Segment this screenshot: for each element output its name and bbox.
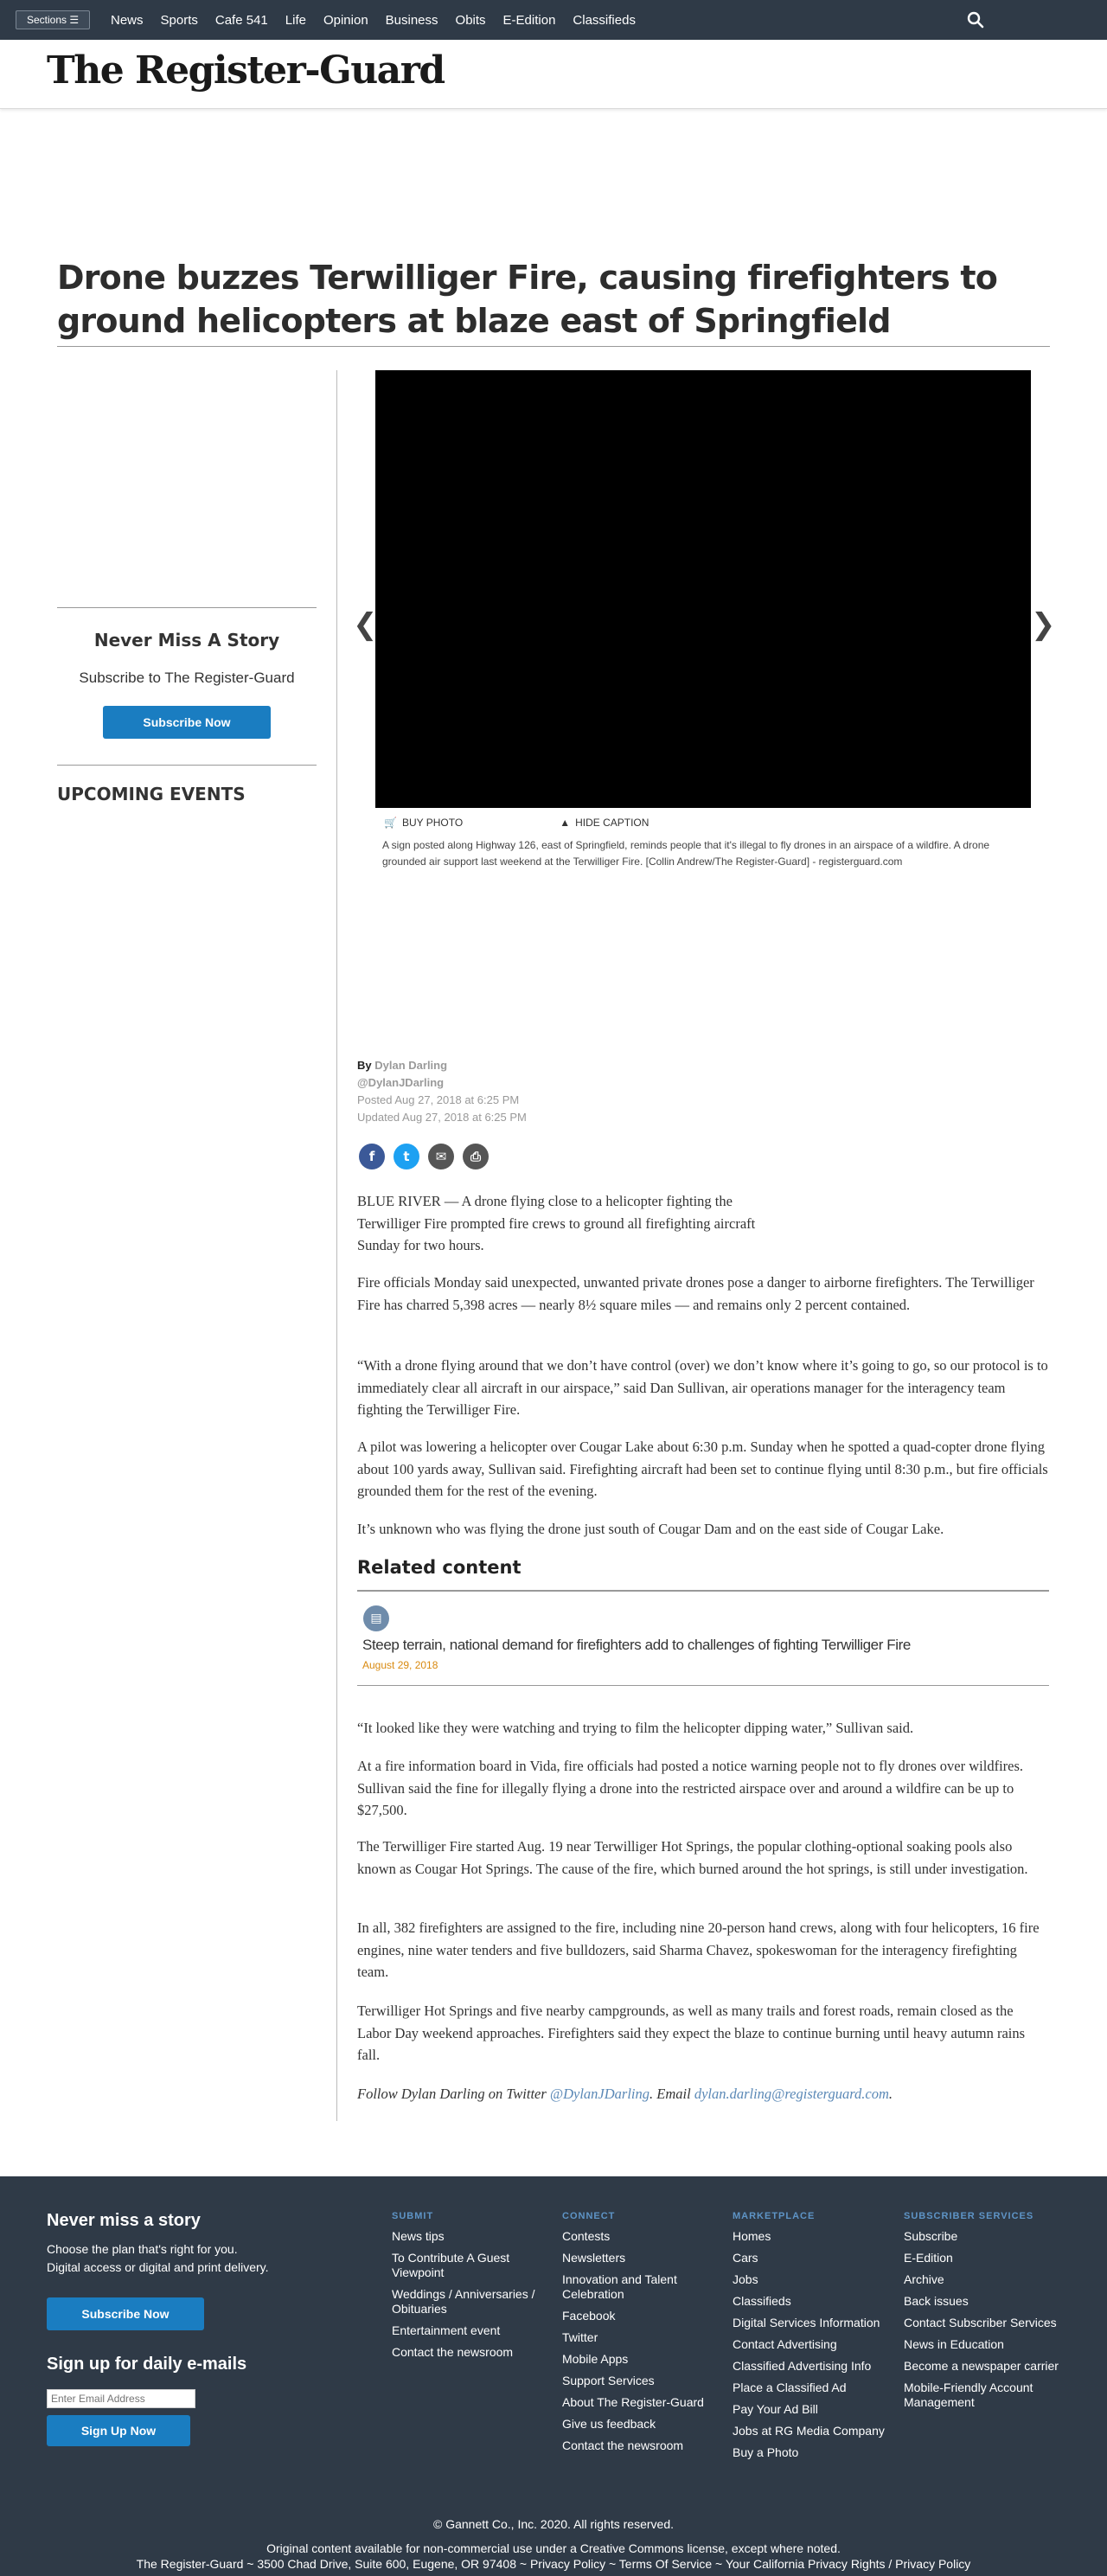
footer-link[interactable]: Contests (562, 2229, 611, 2243)
photo-tools (384, 817, 649, 829)
chevron-right-icon[interactable]: ❯ (1031, 607, 1056, 642)
chevron-left-icon[interactable]: ❮ (353, 607, 378, 642)
facebook-icon[interactable]: f (359, 1144, 385, 1169)
copyright: © Gannett Co., Inc. 2020. All rights reserved. (432, 2517, 674, 2531)
buy-photo-button[interactable]: 🛒 BUY PHOTO (384, 817, 464, 829)
footer-plan-line: Choose the plan that's right for you. (47, 2242, 238, 2256)
photo-caption: A sign posted along Highway 126, east of Springfield, reminds people that it's illegal to fly drones in an airspace of a wildfire. A drone grounded air support last weekend at the Terwilliger Fire. [Collin Andrew/The Register-Guard] - registerguard.com (382, 839, 990, 868)
nav-link[interactable]: Obits (455, 12, 486, 28)
footer-link[interactable]: To Contribute A Guest Viewpoint (392, 2251, 510, 2279)
nav-link[interactable]: Life (285, 12, 306, 28)
footer-link[interactable]: Weddings / Anniversaries / Obituaries (392, 2287, 535, 2316)
masthead (0, 40, 1107, 109)
footer-link[interactable]: Jobs at RG Media Company (733, 2424, 885, 2438)
footer-link[interactable]: Contact Advertising (733, 2337, 837, 2351)
footer-link[interactable]: Back issues (904, 2294, 969, 2308)
article-paragraph: At a fire information board in Vida, fire officials had posted a notice warning people not to fly drones over wildfires. Sullivan said the fine for illegally flying a drone into the restricted airspace over and around a wildfire can be up to $27,500. (357, 1758, 1024, 1818)
footer-link[interactable]: Buy a Photo (733, 2445, 799, 2459)
footer-link[interactable]: Mobile-Friendly Account Management (904, 2381, 1033, 2409)
footer-col-title: CONNECT (562, 2211, 616, 2221)
footer-plan-line: Digital access or digital and print delivery. (47, 2260, 269, 2274)
print-icon[interactable]: ⎙ (463, 1144, 489, 1169)
never-miss-title: Never Miss A Story (93, 630, 280, 650)
footer-link[interactable]: Support Services (562, 2374, 655, 2387)
subscribe-now-button[interactable]: Subscribe Now (103, 706, 271, 739)
footer-link[interactable]: Give us feedback (562, 2417, 656, 2431)
caret-up-icon: ▲ (560, 817, 571, 829)
footer-col-title: SUBSCRIBER SERVICES (904, 2211, 1034, 2221)
nav-link[interactable]: Cafe 541 (214, 12, 268, 28)
nav-link[interactable]: Opinion (323, 12, 368, 28)
article-paragraph: In all, 382 firefighters are assigned to the fire, including nine 20-person hand crews, along with four helicopters, 16 fire engines, nine water tenders and five bulldozers, said Sharma Chavez, spokeswoman for the interagency firefighting team. (357, 1919, 1040, 1980)
footer-link[interactable]: About The Register-Guard (562, 2395, 704, 2409)
footer-link[interactable]: Facebook (562, 2309, 616, 2323)
site-footer (0, 2176, 1107, 2576)
footer-col-connect (562, 2211, 721, 2460)
divider (357, 1685, 1049, 1686)
footer-link[interactable]: Innovation and Talent Celebration (562, 2272, 677, 2301)
footer-link[interactable]: Cars (733, 2251, 758, 2265)
nav-link[interactable]: E-Edition (502, 12, 556, 28)
column-divider (336, 370, 337, 2121)
article-photo[interactable] (375, 370, 1031, 808)
article-paragraph: It’s unknown who was flying the drone just south of Cougar Dam and on the east side of Cougar Lake. (357, 1521, 944, 1537)
divider (57, 346, 1050, 347)
footer-signup-title: Sign up for daily e-mails (47, 2355, 247, 2374)
divider (57, 607, 317, 608)
footer-never-miss: Never miss a story (47, 2211, 201, 2230)
footer-link[interactable]: Archive (904, 2272, 944, 2286)
footer-link[interactable]: Twitter (562, 2330, 598, 2344)
article-headline: Drone buzzes Terwilliger Fire, causing firefighters to ground helicopters at blaze east of Springfield (57, 259, 998, 340)
footer-link[interactable]: Contact Subscriber Services (904, 2316, 1057, 2329)
footer-link[interactable]: Subscribe (904, 2229, 958, 2243)
article-paragraph: Fire officials Monday said unexpected, unwanted private drones pose a danger to airborne firefighters. The Terwilliger Fire has charred 5,398 acres — nearly 8½ square miles — and remains only 2 percent contained. (357, 1274, 1034, 1313)
sections-button[interactable]: Sections ☰ (16, 10, 90, 29)
footer-address-links[interactable]: The Register-Guard ~ 3500 Chad Drive, Suite 600, Eugene, OR 97408 ~ Privacy Policy ~ Terms Of Service ~ Your California Privacy Rights / Privacy Policy (136, 2557, 971, 2571)
footer-link[interactable]: Newsletters (562, 2251, 626, 2265)
footer-col-title: MARKETPLACE (733, 2211, 816, 2221)
author-handle[interactable]: @DylanJDarling (357, 1076, 445, 1089)
byline-by: By (357, 1059, 372, 1072)
license-notice: Original content available for non-commercial use under a Creative Commons license, except where noted. (266, 2541, 841, 2555)
top-nav (0, 0, 1107, 40)
email-input[interactable] (47, 2389, 195, 2408)
footer-col-marketplace (733, 2211, 892, 2467)
email-link[interactable]: dylan.darling@registerguard.com (694, 2086, 889, 2102)
footer-link[interactable]: Digital Services Information (733, 2316, 880, 2329)
updated-date: Updated Aug 27, 2018 at 6:25 PM (357, 1111, 527, 1124)
footer-link[interactable]: Jobs (733, 2272, 758, 2286)
footer-link[interactable]: Classified Advertising Info (733, 2359, 872, 2373)
divider (357, 1590, 1049, 1592)
footer-col-submit (392, 2211, 551, 2367)
footer-link[interactable]: Place a Classified Ad (733, 2381, 847, 2394)
hide-caption-button[interactable]: ▲ HIDE CAPTION (560, 817, 649, 829)
upcoming-events-heading: UPCOMING EVENTS (57, 784, 246, 804)
search-icon[interactable] (967, 11, 984, 29)
follow-end: . (888, 2086, 893, 2102)
footer-col-subscriber-services (904, 2211, 1063, 2417)
article-paragraph: BLUE RIVER — A drone flying close to a helicopter fighting the Terwilliger Fire prompted fire crews to ground all firefighting aircraft Sunday for two hours. (357, 1193, 756, 1253)
posted-date: Posted Aug 27, 2018 at 6:25 PM (357, 1093, 520, 1106)
share-bar (359, 1144, 489, 1169)
nav-links (111, 0, 636, 40)
site-logo[interactable]: The Register-Guard (47, 48, 445, 93)
related-content-heading: Related content (357, 1557, 522, 1578)
nav-link[interactable]: Sports (160, 12, 198, 28)
cart-icon: 🛒 (384, 817, 397, 829)
footer-link[interactable]: Contact the newsroom (392, 2345, 514, 2359)
related-article-link[interactable]: Steep terrain, national demand for firefighters add to challenges of fighting Terwilliger Fire (362, 1637, 911, 1653)
footer-link[interactable]: Mobile Apps (562, 2352, 629, 2366)
footer-subscribe-button[interactable]: Subscribe Now (47, 2297, 204, 2330)
footer-link[interactable]: Become a newspaper carrier (904, 2359, 1059, 2373)
nav-link[interactable]: Classifieds (573, 12, 636, 28)
footer-link[interactable]: Homes (733, 2229, 771, 2243)
nav-link[interactable]: Business (385, 12, 438, 28)
newspaper-icon: ▤ (363, 1605, 389, 1631)
footer-link[interactable]: Pay Your Ad Bill (733, 2402, 818, 2416)
footer-link[interactable]: E-Edition (904, 2251, 953, 2265)
article-paragraph: A pilot was lowering a helicopter over Cougar Lake about 6:30 p.m. Sunday when he spotted a quad-copter drone flying about 100 yards away, Sullivan said. Firefighting aircraft had been set to continue flying until 8:30 p.m., but fire officials grounded them for the rest of the evening. (357, 1439, 1048, 1499)
footer-link[interactable]: News in Education (904, 2337, 1004, 2351)
byline (357, 1057, 527, 1126)
twitter-icon[interactable]: t (394, 1144, 419, 1169)
footer-plan-text (47, 2240, 269, 2277)
author-link[interactable]: Dylan Darling (374, 1059, 448, 1072)
article-paragraph: “It looked like they were watching and trying to film the helicopter dipping water,” Sullivan said. (357, 1720, 914, 1736)
subscribe-text: Subscribe to The Register-Guard (79, 670, 295, 686)
footer-link[interactable]: Entertainment event (392, 2323, 501, 2337)
related-article-date: August 29, 2018 (362, 1659, 438, 1671)
signup-button[interactable]: Sign Up Now (47, 2415, 190, 2446)
email-label: . Email (649, 2086, 691, 2102)
article-paragraph: “With a drone flying around that we don’t have control (over) we don’t know where it’s going to go, so our protocol is to immediately clear all aircraft in our airspace,” said Dan Sullivan, air operations manager for the interagency team fighting the Terwilliger Fire. (357, 1357, 1048, 1418)
follow-text: Follow Dylan Darling on Twitter (357, 2086, 547, 2102)
email-icon[interactable]: ✉ (428, 1144, 454, 1169)
nav-link[interactable]: News (111, 12, 144, 28)
twitter-handle-link[interactable]: @DylanJDarling (549, 2086, 650, 2102)
footer-link[interactable]: Classifieds (733, 2294, 791, 2308)
footer-col-title: SUBMIT (392, 2211, 434, 2221)
footer-link[interactable]: News tips (392, 2229, 445, 2243)
footer-link[interactable]: Contact the newsroom (562, 2438, 684, 2452)
article-paragraph: The Terwilliger Fire started Aug. 19 near Terwilliger Hot Springs, the popular clothing-optional soaking pools also known as Cougar Hot Springs. The cause of the fire, which burned around the hot springs, is still under investigation. (357, 1838, 1028, 1877)
article-paragraph: Terwilliger Hot Springs and five nearby campgrounds, as well as many trails and forest roads, remain closed as the Labor Day weekend approaches. Firefighters said they expect the blaze to continue burning until heavy autumn rains fall. (357, 2002, 1026, 2063)
follow-author (357, 2083, 1049, 2105)
divider (57, 765, 317, 766)
